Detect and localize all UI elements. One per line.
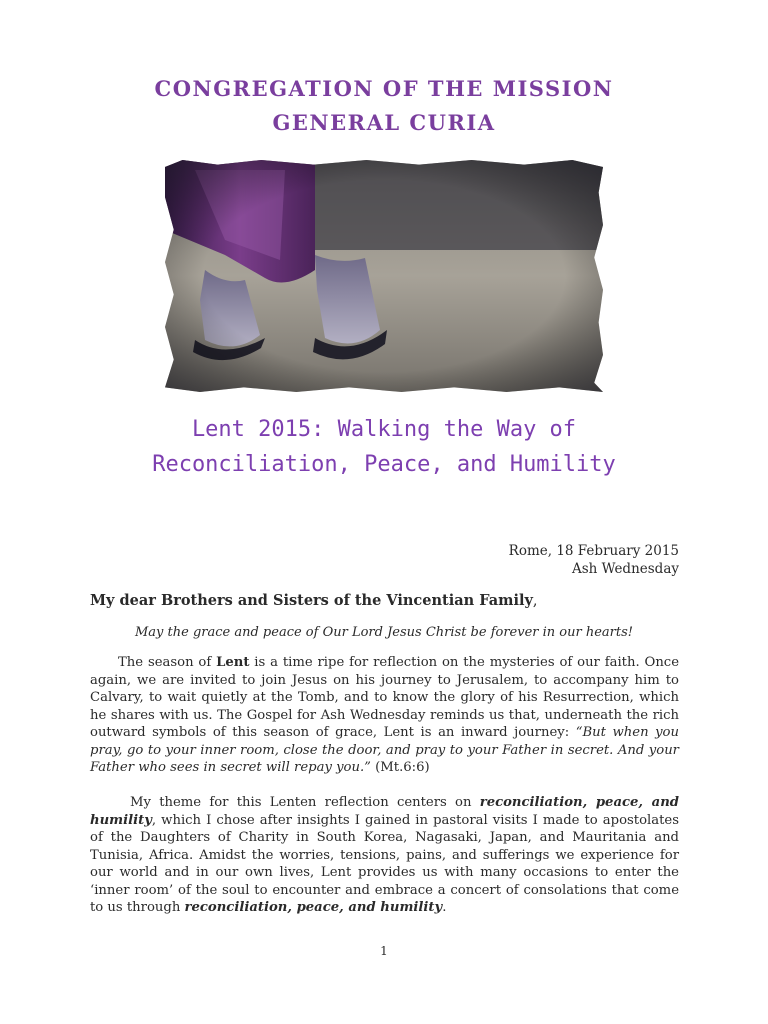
blessing: May the grace and peace of Our Lord Jesus Christ be forever in our hearts! [135,625,633,640]
paragraph-2 [90,794,679,917]
p1-text-a: The season of [118,655,217,670]
page-number: 1 [380,944,388,958]
title-line-1: Lent 2015: Walking the Way of [191,417,577,442]
photo-illustration [165,160,603,392]
p1-lent: Lent [216,655,250,670]
paragraph-1 [90,654,679,777]
salutation-punct: , [532,593,538,609]
document-title [0,412,768,482]
p2-theme: reconciliation, peace, and humility [90,795,679,828]
salutation [90,592,538,609]
document-header [0,72,768,140]
date-place: Rome, 18 February 2015 [508,543,679,559]
p2-text-c: , which I chose after insights I gained in pastoral visits I made to apostolates of the Daughters of Charity in South Korea, Nagasaki, Japan, and Mauritania and Tunisia, Africa. Amidst the worries, tensions, pains, and sufferings we experience for our world and in our own lives, Lent provides us with many occasions to enter the ‘inner room’ of the soul to encounter and embrace a concert of consolations that come to us through [90,812,679,915]
p1-citation: (Mt.6:6) [370,760,430,775]
salutation-text: My dear Brothers and Sisters of the Vincentian Family [90,592,533,609]
liturgical-day: Ash Wednesday [572,561,679,577]
p2-text-e: . [442,900,447,915]
header-congregation: CONGREGATION OF THE MISSION [154,76,614,101]
p2-text-a: My theme for this Lenten reflection centers on [130,795,480,810]
dateline [509,542,679,578]
walking-feet-photo [165,160,603,392]
p1-text-c: is a time ripe for reflection on the mysteries of our faith. Once again, we are invited to join Jesus on his journey to Jerusalem, to accompany him to Calvary, to wait quietly at the Tomb, and to know the glory of his Resurrection, which he shares with us. The Gospel for Ash Wednesday reminds us that, underneath the rich outward symbols of this season of grace, Lent is an inward journey: [90,655,679,740]
p2-theme-repeat: reconciliation, peace, and humility [184,900,443,915]
p1-quote: “But when you pray, go to your inner room, close the door, and pray to your Father in secret. And your Father who sees in secret will repay you.” [90,725,679,775]
header-curia: GENERAL CURIA [272,110,496,135]
title-line-2: Reconciliation, Peace, and Humility [152,452,616,477]
